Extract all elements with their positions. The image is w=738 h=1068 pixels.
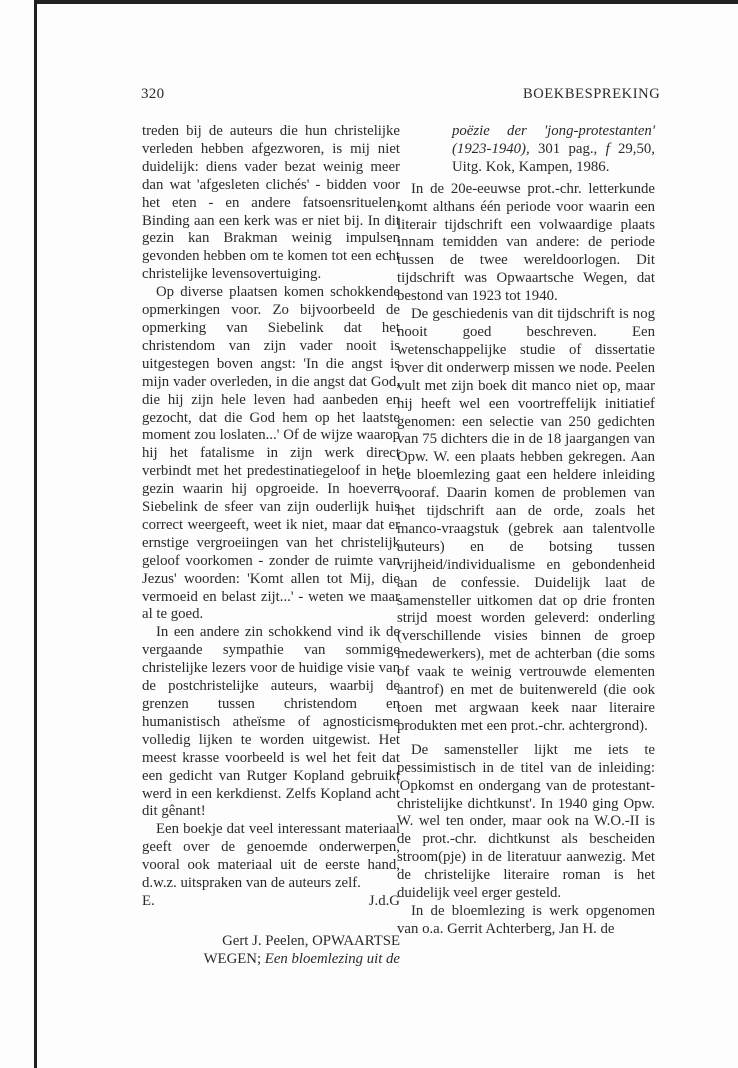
body-paragraph: Op diverse plaatsen komen schokkende opmerkingen voor. Zo bijvoorbeeld de opmerking van Siebelink dat het christendom van zijn vader nooit is uitgestegen boven angst: 'In die angst is mijn vader overleden, in die angst dat God, die hij zijn hele leven had aanbeden en gezocht, dat die God hem op het laatste moment zou loslaten...' Of de wijze waarop hij het fatalisme in zijn werk direct verbindt met het predestinatiegeloof in het gezin waarin hij opgroeide. In hoeverre Siebelink de sfeer van zijn ouderlijk huis correct weergeeft, weet ik niet, maar dat er ernstige vergroeiingen van het christelijk geloof voorkomen - zonder de ruimte van Jezus' woorden: 'Komt allen tot Mij, die vermoeid en belast zijt...' - weten we maar al te goed. (142, 284, 400, 623)
signature-initial: E. (142, 892, 155, 909)
body-paragraph: De geschiedenis van dit tijdschrift is nog nooit goed beschreven. Een wetenschappelijke studie of dissertatie over dit onderwerp missen we node. Peelen vult met zijn boek dit manco niet op, maar hij heeft wel een voortreffelijk initiatief genomen: een selectie van 250 gedichten van 75 dichters die in de 18 jaargangen van Opw. W. een plaats hebben gekregen. Aan de bloemlezing gaat een heldere inleiding vooraf. Daarin komen de problemen van het tijdschrift aan de orde, zoals het manco-vraagstuk (gebrek aan talentvolle auteurs) en de botsing tussen vrijheid/individualisme en gebondenheid aan de confessie. Duidelijk laat de samensteller uitkomen dat op drie fronten strijd moest worden geleverd: onderling (verschillende visies binnen de groep medewerkers), met de achterban (die soms of vaak te weinig vertrouwde elementen aantrof) en met de buitenwereld (die ook toen met argwaan keek naar literaire produkten met een prot.-chr. achtergrond). (397, 306, 655, 734)
signature-author: J.d.G (368, 892, 400, 909)
scan-left-edge (34, 0, 37, 1068)
book-reference-pages: 301 pag., (529, 140, 606, 157)
book-reference-subtitle-cont: poëzie der 'jong-protestanten' (1923-1940), (452, 123, 655, 157)
body-paragraph: treden bij de auteurs die hun christelijke verleden hebben afgezworen, is mij niet duidelijk: diens vader bezat weinig meer dan wat 'afgesleten clichés' - bidden voor het eten - en andere fatsoensrituelen. Binding aan een kerk was er niet bij. In dit gezin kan Brakman weinig impulsen gevonden hebben om te komen tot een echt christelijke levensovertuiging. (142, 123, 400, 283)
left-column (142, 123, 400, 969)
right-column (397, 123, 655, 939)
body-paragraph: In een andere zin schokkend vind ik de vergaande sympathie van sommige christelijke lezers voor de huidige visie van de postchristelijke auteurs, waarbij de grenzen tussen christendom en humanistisch atheïsme of agnosticisme volledig lijken te worden uitgewist. Het meest krasse voorbeeld is wel het feit dat een gedicht van Rutger Kopland gebruikt werd in een kerkdienst. Zelfs Kopland acht dit gênant! (142, 624, 400, 820)
body-paragraph: In de 20e-eeuwse prot.-chr. letterkunde komt althans één periode voor waarin een literair tijdschrift een volwaardige plaats innam temidden van andere: de periode tussen de twee wereldoorlogen. Dit tijdschrift was Opwaartsche Wegen, dat bestond van 1923 tot 1940. (397, 180, 655, 305)
review-signature (142, 893, 400, 911)
page-number: 320 (141, 86, 165, 102)
book-reference-continued (397, 123, 655, 177)
book-reference-plain: WEGEN; (203, 950, 265, 967)
body-paragraph: De samensteller lijkt me iets te pessimistisch in de titel van de inleiding: 'Opkomst en ondergang van de protestant-christelijke dichtkunst'. In 1940 ging Opw. W. wel ten onder, maar ook na W.O.-II is de prot.-chr. dichtkunst als bescheiden stroom(pje) in de literatuur aanwezig. Met de christelijke literaire roman is het duidelijk veel erger gesteld. (397, 741, 655, 902)
florin-sign: f (605, 140, 610, 157)
body-paragraph: Een boekje dat veel interessant materiaal geeft over de genoemde onderwerpen, vooral ook materiaal uit de eerste hand, d.w.z. uitspraken van de auteurs zelf. (142, 821, 400, 892)
book-reference-publisher: 29,50, Uitg. Kok, Kampen, 1986. (452, 140, 655, 175)
scan-top-edge (36, 0, 738, 4)
book-reference-line (142, 951, 400, 969)
book-reference-line: Gert J. Peelen, OPWAARTSE (222, 932, 400, 949)
running-title: BOEKBESPREKING (523, 86, 661, 102)
spacer (142, 911, 400, 933)
body-paragraph: In de bloemlezing is werk opgenomen van o.a. Gerrit Achterberg, Jan H. de (397, 902, 655, 937)
book-reference-subtitle: Een bloemlezing uit de (264, 950, 400, 967)
